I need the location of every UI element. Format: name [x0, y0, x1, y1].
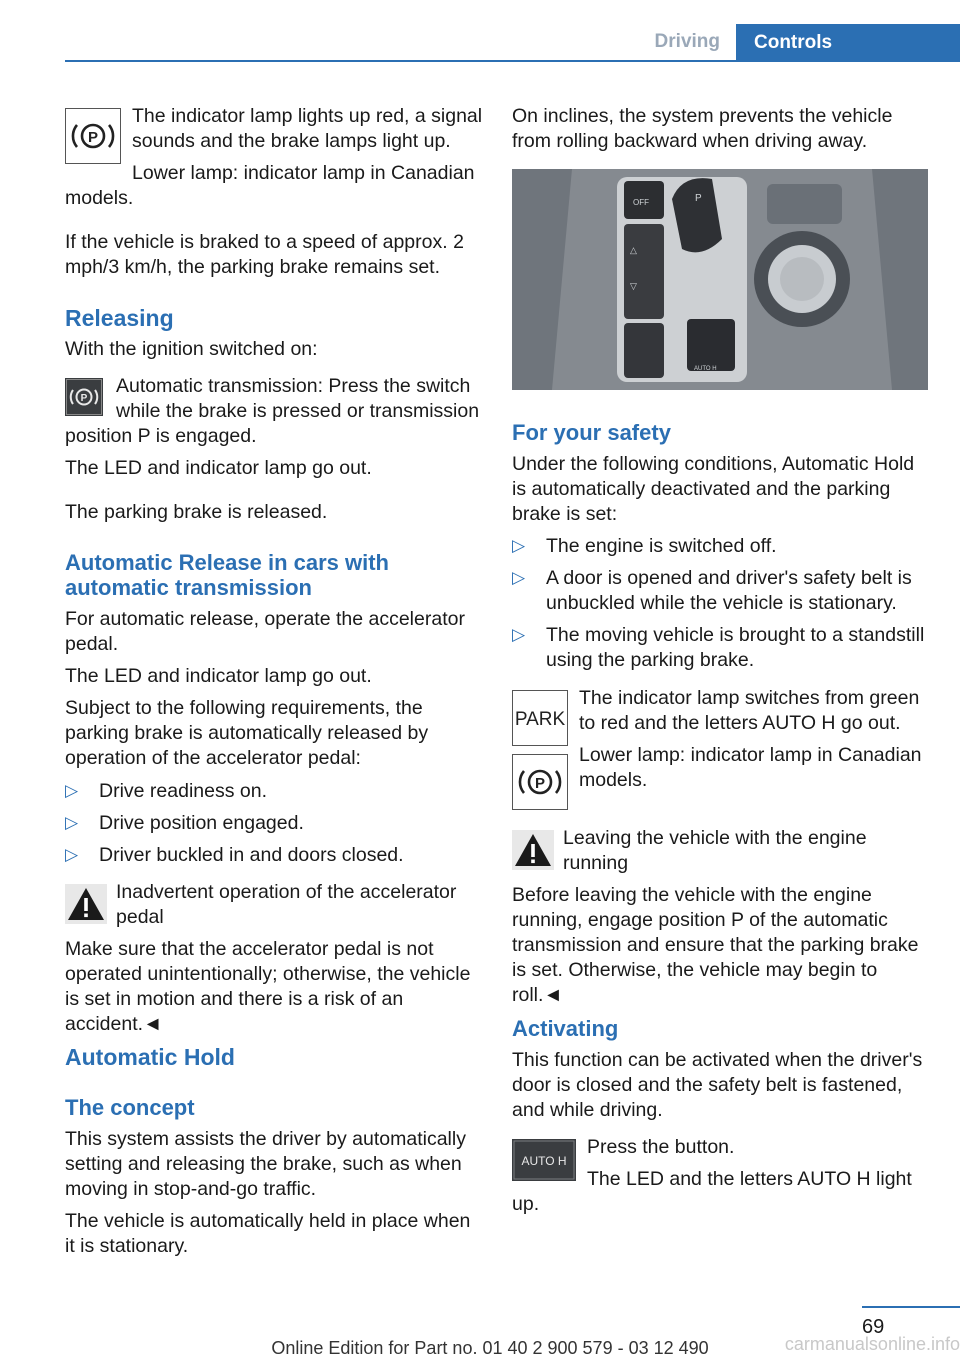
center-console-photo [512, 169, 928, 390]
warning-title: Inadvertent operation of the accelerator pedal [116, 881, 457, 928]
conditions-text: Under the following conditions, Automatic Hold is automatically deactivated and the parking brake is set: [512, 453, 915, 525]
heading-activating: Activating [512, 1016, 619, 1041]
list-item: Drive position engaged. [99, 812, 304, 834]
heading-safety: For your safety [512, 420, 671, 445]
bullet-marker: ▷ [512, 536, 526, 555]
requirements-text: Subject to the following requirements, the parking brake is automatically released by operation of the accelerator pedal: [65, 697, 429, 769]
svg-text:P: P [87, 129, 99, 146]
list-item: The engine is switched off. [546, 535, 777, 557]
parking-brake-icon [65, 108, 121, 164]
edition-text: Online Edition for Part no. 01 40 2 900 579 - 03 12 490 [271, 1338, 709, 1358]
warning-body: Make sure that the accelerator pedal is not operated unintentionally; otherwise, the vehicle is set in motion and there is a risk of an accident.◄ [65, 938, 471, 1035]
list-item: The moving vehicle is brought to a standstill using the parking brake. [546, 624, 925, 671]
ignition-text: With the ignition switched on: [65, 338, 318, 360]
auto-h-label: AUTO H [521, 1154, 567, 1168]
list-item: Drive readiness on. [99, 780, 267, 802]
list-item: Driver buckled in and doors closed. [99, 844, 404, 866]
auto-trans-text-a: Automatic transmission: Press the switch while the brake is pressed or transmission [116, 375, 480, 422]
watermark: carmanualsonline.info [784, 1334, 960, 1354]
braked-speed-text: If the vehicle is braked to a speed of approx. 2 mph/3 km/h, the parking brake remains set. [65, 231, 464, 278]
page-number: 69 [862, 1316, 885, 1338]
heading-concept: The concept [65, 1095, 195, 1120]
auto-h-button-icon [512, 1139, 576, 1181]
heading-auto-release: Automatic Release in cars with automatic transmission [65, 550, 389, 600]
photo-autoh-label: AUTO H [694, 366, 717, 372]
inclines-text: On inclines, the system prevents the vehicle from rolling backward when driving away. [512, 105, 893, 152]
concept-text: This system assists the driver by automatically setting and releasing the brake, such as when moving in stop-and-go traffic. [65, 1128, 466, 1200]
park-indicator-icon [512, 690, 568, 746]
warning-title-right: Leaving the vehicle with the engine running [563, 827, 867, 874]
header-rule [65, 60, 960, 62]
photo-off-label: OFF [633, 198, 649, 207]
warning-body-right: Before leaving the vehicle with the engine running, engage position P of the automatic transmission and ensure that the parking brake is set. Otherwise, the vehicle may begin to roll.◄ [512, 884, 919, 1006]
center-console-illustration [512, 169, 928, 390]
brake-released-text: The parking brake is released. [65, 501, 328, 523]
heading-automatic-hold: Automatic Hold [65, 1044, 235, 1070]
bullet-marker: ▷ [65, 781, 79, 800]
led-out-text-2: The LED and indicator lamp go out. [65, 665, 372, 687]
svg-text:P: P [80, 393, 88, 404]
svg-text:△: △ [630, 245, 637, 255]
bullet-marker: ▷ [65, 813, 79, 832]
activate-text: This function can be activated when the driver's door is closed and the safety belt is fastened, and while driving. [512, 1049, 923, 1121]
svg-text:P: P [534, 775, 546, 792]
heading-releasing: Releasing [65, 305, 174, 331]
auto-release-text: For automatic release, operate the accelerator pedal. [65, 608, 465, 655]
svg-text:▽: ▽ [630, 281, 637, 291]
parking-brake-icon-canada [512, 754, 568, 810]
lower-lamp-text-a: Lower lamp: indicator lamp in Canadian [132, 162, 475, 184]
held-text: The vehicle is automatically held in place when it is stationary. [65, 1210, 471, 1257]
parking-brake-switch-icon [65, 378, 103, 416]
bullet-marker: ▷ [512, 568, 526, 587]
park-label: PARK [514, 709, 566, 730]
lamp-red-text: The indicator lamp lights up red, a signal sounds and the brake lamps light up. [132, 105, 483, 152]
warning-icon [65, 884, 107, 924]
lower-lamp-text-b: models. [65, 187, 134, 209]
warning-icon [512, 830, 554, 870]
lower-lamp-text-right: Lower lamp: indicator lamp in Canadian models. [579, 744, 922, 791]
list-item: A door is opened and driver's safety belt is unbuckled while the vehicle is stationary. [546, 567, 912, 614]
header-chapter-tab: Controls [736, 24, 960, 62]
photo-p-label: P [695, 193, 702, 204]
green-red-text: The indicator lamp switches from green to red and the letters AUTO H go out. [579, 687, 920, 734]
press-button-text: Press the button. [587, 1136, 735, 1158]
led-light-text-b: up. [512, 1193, 540, 1215]
led-light-text-a: The LED and the letters AUTO H light [587, 1168, 912, 1190]
bullet-marker: ▷ [65, 845, 79, 864]
header-section: Driving [654, 31, 720, 52]
footer-rule [862, 1306, 960, 1308]
bullet-marker: ▷ [512, 625, 526, 644]
led-out-text: The LED and indicator lamp go out. [65, 457, 372, 479]
auto-trans-text-b: position P is engaged. [65, 425, 257, 447]
